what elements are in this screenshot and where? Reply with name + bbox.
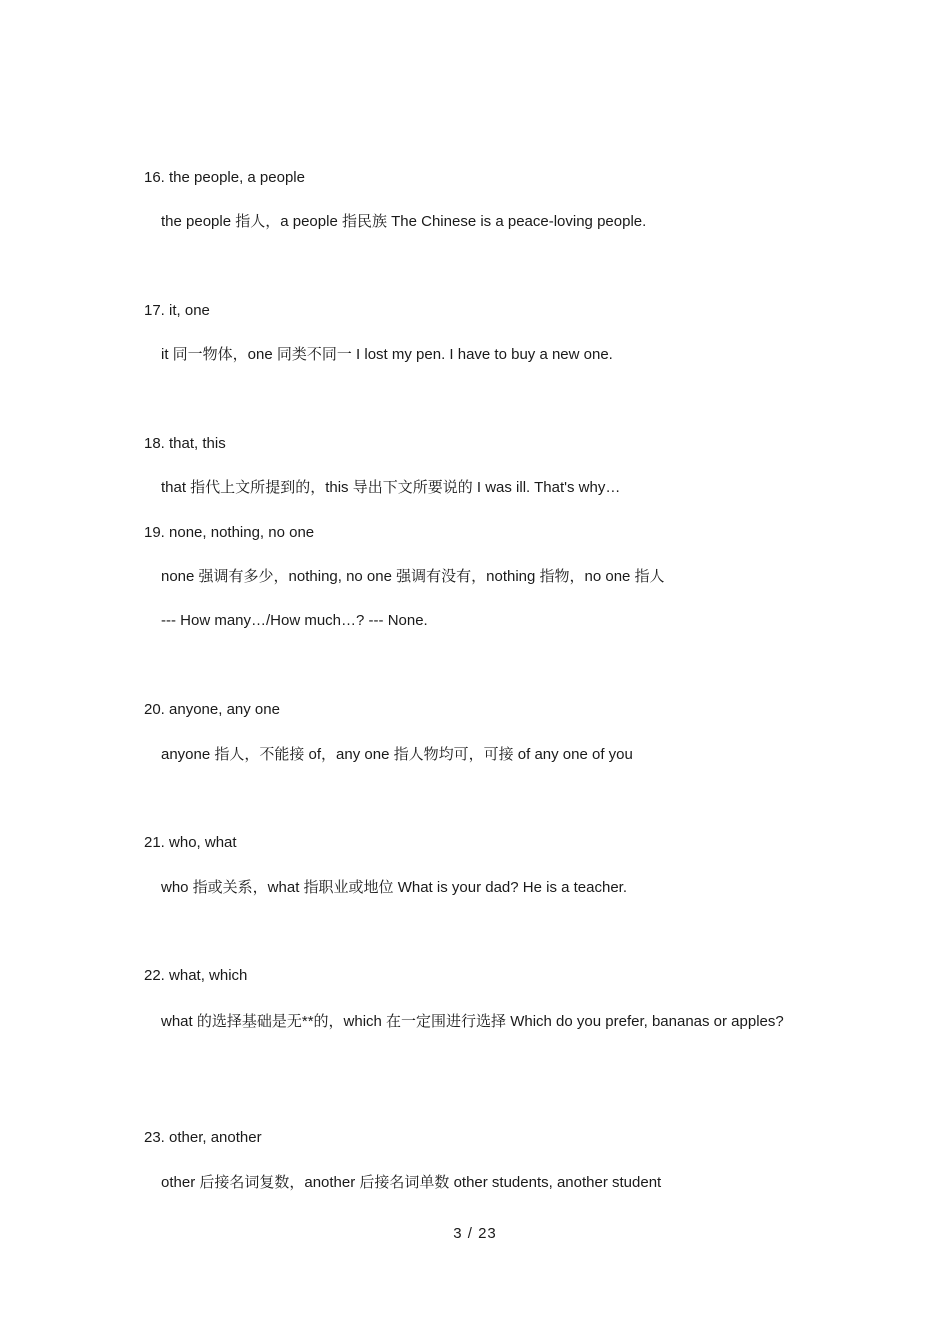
- page-number: 3 / 23: [453, 1225, 497, 1242]
- section-heading: 16. the people, a people: [144, 169, 305, 186]
- section-text: that 指代上文所提到的，this 导出下文所要说的 I was ill. That's why…: [161, 479, 621, 496]
- section-heading: 21. who, what: [144, 834, 237, 851]
- section-text: who 指或关系，what 指职业或地位 What is your dad? He is a teacher.: [161, 879, 627, 896]
- section-text: the people 指人，a people 指民族 The Chinese is a peace-loving people.: [161, 213, 647, 230]
- section-heading: 20. anyone, any one: [144, 701, 280, 718]
- section-text: it 同一物体，one 同类不同一 I lost my pen. I have to buy a new one.: [161, 346, 613, 363]
- section-text: other 后接名词复数，another 后接名词单数 other students, another student: [161, 1174, 662, 1191]
- section-heading: 17. it, one: [144, 302, 210, 319]
- section-text: --- How many…/How much…? --- None.: [161, 612, 428, 629]
- section-heading: 19. none, nothing, no one: [144, 524, 315, 541]
- section-heading: 18. that, this: [144, 435, 226, 452]
- section-text: none 强调有多少，nothing, no one 强调有没有，nothing 指物，no one 指人: [161, 568, 665, 585]
- section-heading: 23. other, another: [144, 1129, 262, 1146]
- section-text: what 的选择基础是无**的，which 在一定围进行选择 Which do you prefer, bananas or apples?: [161, 1013, 784, 1030]
- section-text: anyone 指人，不能接 of，any one 指人物均可，可接 of any one of you: [161, 746, 633, 763]
- section-heading: 22. what, which: [144, 967, 248, 984]
